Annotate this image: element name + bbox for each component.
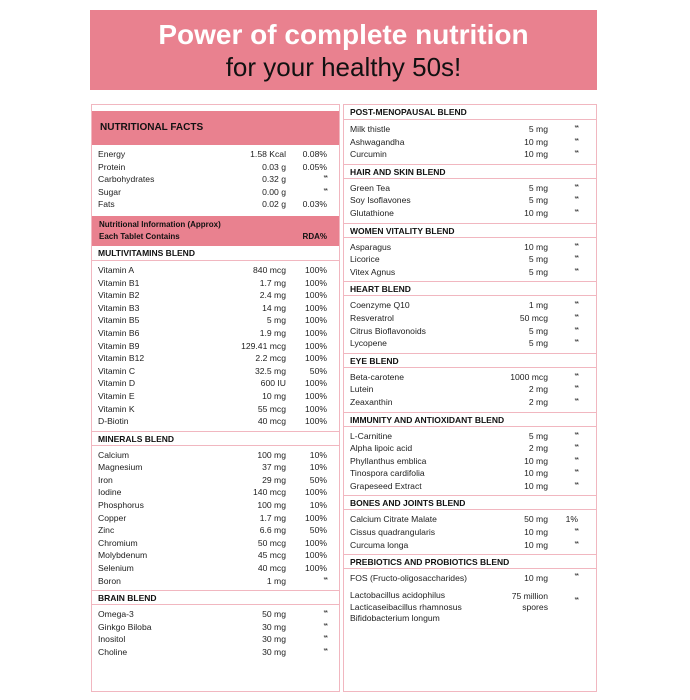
nutrient-amount: 100 mg xyxy=(257,500,286,511)
nutrient-rda: 100% xyxy=(305,327,327,338)
probiotic-name-3: Bifidobacterium longum xyxy=(350,613,440,624)
nutrient-row xyxy=(92,575,339,588)
nutrient-row xyxy=(344,455,596,468)
nutrient-name: Phosphorus xyxy=(98,500,144,511)
nutrient-amount: 10 mg xyxy=(524,241,548,252)
nutrient-amount: 2.4 mg xyxy=(259,290,286,301)
section-rows xyxy=(344,427,596,496)
nutrient-row xyxy=(344,123,596,136)
info-rda-label: RDA% xyxy=(302,231,327,241)
nutrient-rda: ** xyxy=(574,469,578,477)
nutrient-amount: 0.32 g xyxy=(262,174,286,185)
nutrient-row xyxy=(92,461,339,474)
nutrient-amount: 2.2 mcg xyxy=(255,353,286,364)
nutrient-row xyxy=(92,415,339,428)
nutrient-amount: 5 mg xyxy=(528,430,548,441)
nutrient-name: Asparagus xyxy=(350,241,392,252)
nutrient-rda: 0.08% xyxy=(302,149,327,159)
nutrient-name: Vitamin B5 xyxy=(98,315,140,326)
nutrient-rda: 50% xyxy=(309,365,327,376)
nutrient-row xyxy=(344,312,596,325)
nutrient-rda: ** xyxy=(574,444,578,452)
nutrient-name: Zinc xyxy=(98,525,115,536)
nutrient-name: Soy Isoflavones xyxy=(350,195,411,206)
nutrient-rda: 100% xyxy=(305,277,327,288)
nutrient-name: Curcumin xyxy=(350,149,387,160)
section-rows xyxy=(344,296,596,352)
nutrient-amount: 37 mg xyxy=(262,462,286,473)
nutrient-name: Vitamin B9 xyxy=(98,340,140,351)
nutrient-amount: 40 mcg xyxy=(257,563,286,574)
nutrient-amount: 32.5 mg xyxy=(254,365,286,376)
nutrient-amount: 30 mg xyxy=(262,621,286,632)
nutrient-rda: 100% xyxy=(305,390,327,401)
nutrient-row xyxy=(92,608,339,621)
nutrient-amount: 600 IU xyxy=(260,378,286,389)
nutrient-row xyxy=(92,173,339,186)
nutrient-name: Phyllanthus emblica xyxy=(350,455,427,466)
nutrient-row xyxy=(92,377,339,390)
nutrient-rda: 100% xyxy=(305,403,327,414)
info-title: Nutritional Information (Approx) xyxy=(99,219,221,229)
prebiotics-block xyxy=(344,569,596,629)
info-subtitle: Each Tablet Contains xyxy=(99,231,180,241)
nutrient-row xyxy=(92,633,339,646)
section-rows xyxy=(344,510,596,554)
nutrient-row xyxy=(344,207,596,220)
section-title: IMMUNITY AND ANTIOXIDANT BLEND xyxy=(344,412,596,427)
nutrient-rda: 10% xyxy=(309,500,327,511)
nutrient-rda: 100% xyxy=(305,512,327,523)
nutrient-rda: 100% xyxy=(305,487,327,498)
nutrient-name: Sugar xyxy=(98,186,121,197)
nutrient-amount: 5 mg xyxy=(266,315,286,326)
nutrient-name: Vitamin A xyxy=(98,264,135,275)
nutrient-rda: ** xyxy=(574,397,578,405)
left-panel xyxy=(91,104,340,692)
section-rows xyxy=(92,605,339,661)
nutrient-amount: 14 mg xyxy=(262,302,286,313)
nutrient-name: L-Carnitine xyxy=(350,430,393,441)
nutrient-rda: ** xyxy=(574,208,578,216)
nutrient-name: Lycopene xyxy=(350,338,387,349)
nutrient-name: Iodine xyxy=(98,487,122,498)
nutrient-rda: ** xyxy=(574,372,578,380)
nutrient-row xyxy=(92,161,339,174)
nutrient-row xyxy=(344,467,596,480)
nutrient-amount: 30 mg xyxy=(262,647,286,657)
nutrient-amount: 5 mg xyxy=(528,124,548,134)
section-title: WOMEN VITALITY BLEND xyxy=(344,223,596,238)
nutritional-facts-table xyxy=(92,145,339,214)
nutrient-amount: 0.02 g xyxy=(262,199,286,210)
nutrient-amount: 1.9 mg xyxy=(259,327,286,338)
nutrient-rda: ** xyxy=(323,622,327,630)
nutrient-amount: 1.7 mg xyxy=(259,512,286,523)
nutrient-name: Iron xyxy=(98,474,113,485)
nutrient-rda: 50% xyxy=(309,525,327,536)
nutrient-name: Vitamin B1 xyxy=(98,277,140,288)
nutrient-amount: 10 mg xyxy=(524,136,548,147)
nutrient-name: Licorice xyxy=(350,254,380,265)
section-title: BONES AND JOINTS BLEND xyxy=(344,495,596,510)
nutrient-rda: 1% xyxy=(565,514,578,525)
nutrient-amount: 1 mg xyxy=(266,575,286,586)
nutrient-amount: 0.03 g xyxy=(262,161,286,172)
nutrient-rda: ** xyxy=(574,431,578,439)
nutrient-amount: 100 mg xyxy=(257,449,286,460)
nutrient-rda: ** xyxy=(323,635,327,643)
nutritional-facts-title: NUTRITIONAL FACTS xyxy=(92,111,339,145)
nutrient-rda: ** xyxy=(574,481,578,489)
prebiotic-amount: 10 mg xyxy=(524,573,548,584)
nutrient-rda: ** xyxy=(574,137,578,145)
nutrient-rda: ** xyxy=(323,175,327,183)
banner-title: Power of complete nutrition xyxy=(158,18,529,50)
nutrient-name: Fats xyxy=(98,199,115,210)
nutrient-row xyxy=(344,337,596,350)
section-rows xyxy=(92,446,339,591)
nutrient-row xyxy=(344,266,596,279)
nutrient-name: Vitamin B6 xyxy=(98,327,140,338)
nutrient-row xyxy=(344,148,596,161)
nutrient-rda: 100% xyxy=(305,563,327,574)
nutrient-amount: 1.58 Kcal xyxy=(250,149,286,159)
nutrient-amount: 2 mg xyxy=(528,443,548,454)
nutrient-amount: 840 mcg xyxy=(253,264,286,275)
nutrient-row xyxy=(92,148,339,161)
nutrient-rda: 100% xyxy=(305,550,327,561)
nutrient-row xyxy=(92,486,339,499)
nutrient-row xyxy=(344,253,596,266)
nutrient-row xyxy=(344,194,596,207)
nutrient-name: Copper xyxy=(98,512,127,523)
probiotic-name-1: Lactobacillus acidophilus xyxy=(350,590,446,601)
nutrient-amount: 10 mg xyxy=(262,390,286,401)
nutrient-rda: ** xyxy=(574,125,578,132)
probiotic-rda: ** xyxy=(574,597,578,605)
nutrient-rda: ** xyxy=(323,187,327,195)
nutrient-row xyxy=(92,314,339,327)
nutrient-name: Beta-carotene xyxy=(350,371,404,382)
section-title: POST-MENOPAUSAL BLEND xyxy=(344,105,596,120)
right-panel xyxy=(343,104,597,692)
nutrient-name: Omega-3 xyxy=(98,609,134,620)
nutrient-amount: 10 mg xyxy=(524,455,548,466)
nutrient-amount: 5 mg xyxy=(528,195,548,206)
nutrient-row xyxy=(92,277,339,290)
nutrient-row xyxy=(92,549,339,562)
nutrient-rda: ** xyxy=(323,648,327,655)
probiotic-name-2: Lacticaseibacillus rhamnosus xyxy=(350,602,462,613)
nutrient-amount: 45 mcg xyxy=(257,550,286,561)
nutrient-name: Vitamin B12 xyxy=(98,353,145,364)
nutrient-name: Protein xyxy=(98,161,126,172)
nutrient-row xyxy=(344,383,596,396)
nutrient-name: Glutathione xyxy=(350,207,394,218)
nutrient-row xyxy=(344,325,596,338)
nutrient-rda: ** xyxy=(323,576,327,584)
nutrient-name: Chromium xyxy=(98,537,138,548)
nutrient-rda: 100% xyxy=(305,378,327,389)
nutrient-row xyxy=(92,365,339,378)
nutrient-name: Molybdenum xyxy=(98,550,148,561)
nutrient-row xyxy=(344,480,596,493)
section-title: EYE BLEND xyxy=(344,353,596,368)
nutrient-row xyxy=(344,430,596,443)
nutrient-name: Tinospora cardifolia xyxy=(350,468,425,479)
nutrient-row xyxy=(344,241,596,254)
nutrient-row xyxy=(344,182,596,195)
nutrient-row xyxy=(344,396,596,409)
nutrient-amount: 55 mcg xyxy=(257,403,286,414)
nutrient-name: Curcuma longa xyxy=(350,539,409,550)
section-title: HEART BLEND xyxy=(344,281,596,296)
nutrient-amount: 50 mcg xyxy=(519,312,548,323)
nutrient-amount: 10 mg xyxy=(524,149,548,160)
nutrient-amount: 140 mcg xyxy=(253,487,286,498)
nutrient-name: Choline xyxy=(98,647,128,657)
nutrient-name: Selenium xyxy=(98,563,134,574)
nutrient-row xyxy=(92,264,339,277)
nutrient-row xyxy=(344,299,596,312)
section-title: BRAIN BLEND xyxy=(92,590,339,605)
nutrient-amount: 1000 mcg xyxy=(510,371,548,382)
nutrient-row xyxy=(92,512,339,525)
nutrient-row xyxy=(92,474,339,487)
nutrient-name: Green Tea xyxy=(350,182,390,193)
nutrient-rda: ** xyxy=(574,528,578,536)
nutrient-rda: ** xyxy=(574,255,578,263)
nutrient-rda: ** xyxy=(574,196,578,204)
nutrient-amount: 5 mg xyxy=(528,325,548,336)
nutrient-row xyxy=(344,526,596,539)
nutrient-amount: 5 mg xyxy=(528,254,548,265)
nutrient-amount: 5 mg xyxy=(528,338,548,349)
nutrient-rda: ** xyxy=(574,242,578,250)
nutrient-rda: ** xyxy=(574,456,578,464)
nutrient-amount: 10 mg xyxy=(524,539,548,550)
nutrient-amount: 50 mcg xyxy=(257,537,286,548)
section-rows xyxy=(344,179,596,223)
nutrient-name: Vitamin B3 xyxy=(98,302,140,313)
nutrient-rda: 100% xyxy=(305,537,327,548)
nutrient-rda: ** xyxy=(574,313,578,321)
nutrient-amount: 5 mg xyxy=(528,266,548,277)
nutrient-name: Energy xyxy=(98,149,126,159)
nutrient-name: Zeaxanthin xyxy=(350,396,393,407)
nutritional-info-box xyxy=(92,216,339,246)
nutrient-rda: 100% xyxy=(305,264,327,275)
nutrient-name: Ginkgo Biloba xyxy=(98,621,152,632)
prebiotic-name: FOS (Fructo-oligosaccharides) xyxy=(350,573,468,584)
prebiotic-rda: ** xyxy=(574,573,578,581)
nutrient-row xyxy=(92,340,339,353)
nutrient-row xyxy=(92,198,339,211)
section-title: MINERALS BLEND xyxy=(92,431,339,446)
nutrient-rda: ** xyxy=(574,540,578,548)
nutrient-name: Vitamin C xyxy=(98,365,136,376)
header-banner xyxy=(90,10,597,90)
nutrient-row xyxy=(344,136,596,149)
nutrient-rda: 100% xyxy=(305,302,327,313)
nutrient-row xyxy=(92,499,339,512)
nutrient-name: Calcium Citrate Malate xyxy=(350,514,437,525)
nutrient-name: Cissus quadrangularis xyxy=(350,527,436,538)
nutrient-name: Carbohydrates xyxy=(98,174,155,185)
nutrient-name: Vitamin D xyxy=(98,378,136,389)
nutrient-amount: 2 mg xyxy=(528,396,548,407)
nutrient-rda: 100% xyxy=(305,290,327,301)
nutrient-amount: 10 mg xyxy=(524,207,548,218)
nutrient-row xyxy=(92,289,339,302)
banner-subtitle: for your healthy 50s! xyxy=(225,51,462,82)
nutrient-row xyxy=(92,302,339,315)
nutrient-amount: 40 mcg xyxy=(257,416,286,427)
nutrient-amount: 129.41 mcg xyxy=(241,340,286,351)
nutrient-row xyxy=(344,513,596,526)
left-sections xyxy=(92,246,339,662)
nutrient-row xyxy=(92,621,339,634)
probiotic-amount-line2: spores xyxy=(522,602,548,613)
nutrient-name: Coenzyme Q10 xyxy=(350,300,410,311)
nutrient-row xyxy=(92,524,339,537)
section-rows xyxy=(344,238,596,282)
nutrient-amount: 0.00 g xyxy=(262,186,286,197)
nutrient-amount: 10 mg xyxy=(524,468,548,479)
nutrient-name: Calcium xyxy=(98,449,130,460)
nutrient-rda: ** xyxy=(574,301,578,309)
section-rows xyxy=(92,261,339,431)
nutrient-rda: ** xyxy=(574,385,578,393)
nutrient-rda: ** xyxy=(323,610,327,618)
section-title: MULTIVITAMINS BLEND xyxy=(92,246,339,261)
nutrient-row xyxy=(92,403,339,416)
nutrient-name: Vitamin B2 xyxy=(98,290,140,301)
nutrient-name: Resveratrol xyxy=(350,312,394,323)
nutrient-amount: 1 mg xyxy=(528,300,548,311)
nutrient-name: D-Biotin xyxy=(98,416,129,427)
section-rows xyxy=(344,120,596,164)
section-rows xyxy=(344,368,596,412)
nutrient-row xyxy=(344,371,596,384)
nutrient-name: Magnesium xyxy=(98,462,143,473)
nutrient-name: Vitamin E xyxy=(98,390,135,401)
nutrient-row xyxy=(92,390,339,403)
nutrient-rda: ** xyxy=(574,339,578,347)
nutrient-rda: 100% xyxy=(305,353,327,364)
nutrient-name: Grapeseed Extract xyxy=(350,480,422,491)
nutrient-rda: 100% xyxy=(305,315,327,326)
section-title-prebiotics: PREBIOTICS AND PROBIOTICS BLEND xyxy=(344,554,596,569)
nutrient-name: Alpha lipoic acid xyxy=(350,443,413,454)
nutrient-name: Vitex Agnus xyxy=(350,266,396,277)
nutrient-row xyxy=(92,327,339,340)
nutrient-row xyxy=(92,537,339,550)
nutrient-rda: 100% xyxy=(305,340,327,351)
nutrient-name: Vitamin K xyxy=(98,403,135,414)
nutrient-amount: 10 mg xyxy=(524,527,548,538)
nutrient-rda: ** xyxy=(574,267,578,275)
nutrient-amount: 2 mg xyxy=(528,384,548,395)
nutrient-amount: 6.6 mg xyxy=(259,525,286,536)
nutrient-amount: 30 mg xyxy=(262,634,286,645)
nutrient-rda: 50% xyxy=(309,474,327,485)
nutrient-rda: ** xyxy=(574,183,578,191)
section-title: HAIR AND SKIN BLEND xyxy=(344,164,596,179)
nutrient-amount: 29 mg xyxy=(262,474,286,485)
nutrient-row xyxy=(344,539,596,552)
nutrient-amount: 1.7 mg xyxy=(259,277,286,288)
nutrient-row xyxy=(92,352,339,365)
nutrient-name: Boron xyxy=(98,575,121,586)
nutrient-row xyxy=(92,646,339,659)
nutrient-name: Lutein xyxy=(350,384,374,395)
nutrient-rda: 0.05% xyxy=(302,161,327,172)
nutrient-name: Ashwagandha xyxy=(350,136,405,147)
nutrient-rda: ** xyxy=(574,326,578,334)
nutrient-rda: 0.03% xyxy=(302,199,327,210)
nutrient-row xyxy=(92,449,339,462)
nutrient-amount: 50 mg xyxy=(262,609,286,620)
nutrient-row xyxy=(92,562,339,575)
nutrient-rda: 100% xyxy=(305,416,327,427)
right-sections xyxy=(344,105,596,554)
nutrient-name: Inositol xyxy=(98,634,126,645)
nutrient-amount: 5 mg xyxy=(528,182,548,193)
nutrient-rda: 10% xyxy=(309,462,327,473)
nutrient-row xyxy=(344,442,596,455)
nutrient-row xyxy=(92,186,339,199)
nutrient-amount: 10 mg xyxy=(524,480,548,491)
probiotic-amount-line1: 75 million xyxy=(511,591,548,602)
nutrient-name: Milk thistle xyxy=(350,124,391,134)
nutrient-rda: ** xyxy=(574,150,578,158)
nutrient-amount: 50 mg xyxy=(524,514,548,525)
nutrient-rda: 10% xyxy=(309,449,327,460)
nutrient-name: Citrus Bioflavonoids xyxy=(350,325,426,336)
